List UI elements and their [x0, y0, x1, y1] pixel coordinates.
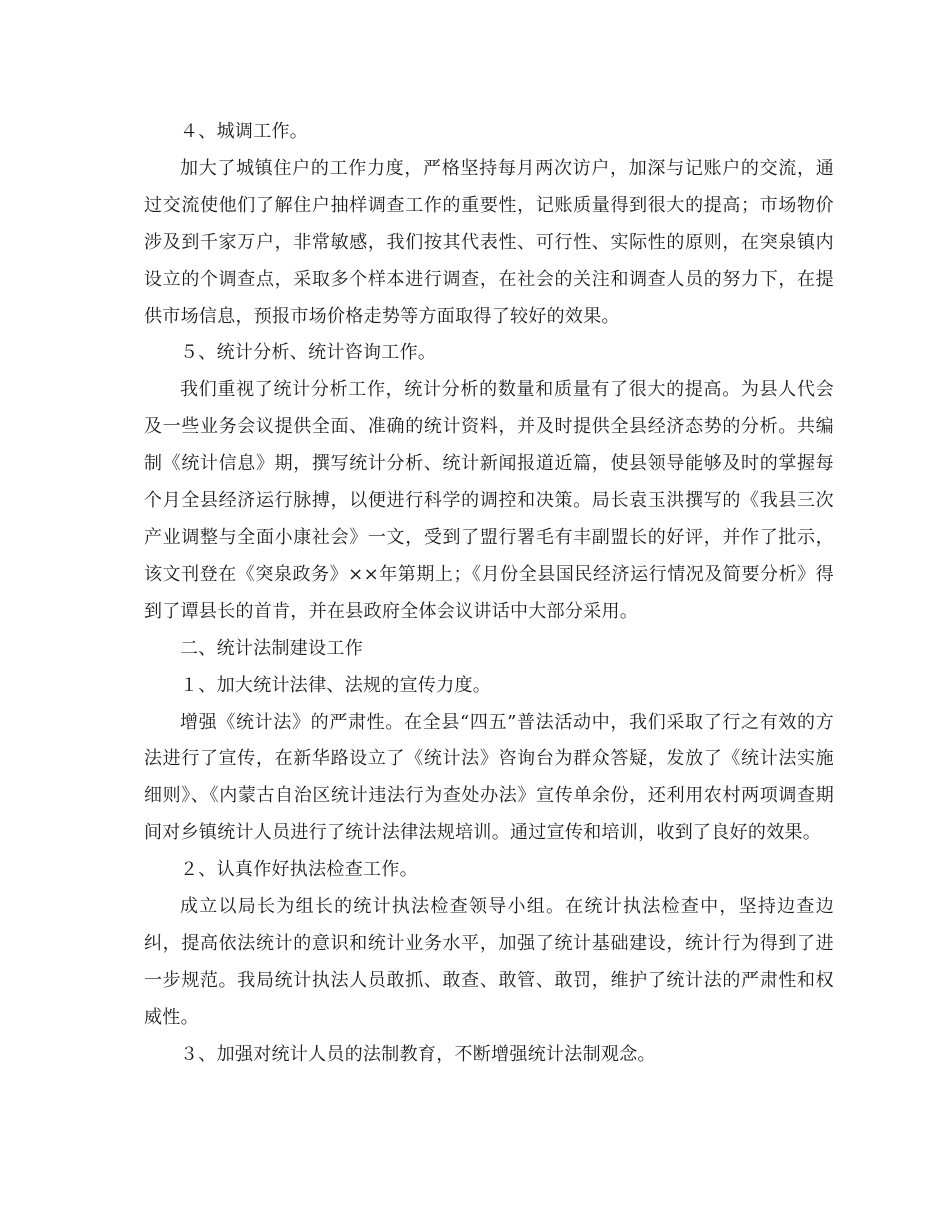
- section-heading-law-enforcement: ２、认真作好执法检查工作。: [180, 859, 418, 881]
- section-heading-urban-survey: ４、城调工作。: [180, 121, 309, 142]
- paragraph-law-enforcement: 成立以局长为组长的统计执法检查领导小组。在统计执法检查中，坚持边查边纠，提高依法统计的意识和统计业务水平，加强了统计基础建设，统计行为得到了进一步规范。我局统计执法人员敢抓、敢查、敢管、敢罚，维护了统计法的严肃性和权威性。: [144, 896, 834, 1028]
- section-heading-law-publicity: １、加大统计法律、法规的宣传力度。: [180, 674, 492, 696]
- document-body: [144, 114, 834, 1074]
- paragraph-statistical-analysis: 我们重视了统计分析工作，统计分析的数量和质量有了很大的提高。为县人代会及一些业务会议提供全面、准确的统计资料，并及时提供全县经济态势的分析。共编制《统计信息》期，撰写统计分析、统计新闻报道近篇，使县领导能够及时的掌握每个月全县经济运行脉搏，以便进行科学的调控和决策。局长袁玉洪撰写的《我县三次产业调整与全面小康社会》一文，受到了盟行署毛有丰副盟长的好评，并作了批示，该文刊登在《突泉政务》××年第期上；《月份全县国民经济运行情况及简要分析》得到了谭县长的首肯，并在县政府全体会议讲话中大部分采用。: [144, 379, 834, 622]
- section-heading-legal-education: ３、加强对统计人员的法制教育，不断增强统计法制观念。: [180, 1043, 656, 1065]
- paragraph-urban-survey: 加大了城镇住户的工作力度，严格坚持每月两次访户，加深与记账户的交流，通过交流使他们了解住户抽样调查工作的重要性，记账质量得到很大的提高；市场物价涉及到千家万户，非常敏感，我们按其代表性、可行性、实际性的原则，在突泉镇内设立的个调查点，采取多个样本进行调查，在社会的关注和调查人员的努力下，在提供市场信息，预报市场价格走势等方面取得了较好的效果。: [144, 157, 834, 327]
- section-heading-statistical-analysis: ５、统计分析、统计咨询工作。: [180, 342, 437, 364]
- chapter-heading-legal-construction: 二、统计法制建设工作: [180, 637, 363, 659]
- paragraph-law-publicity: 增强《统计法》的严肃性。在全县“四五”普法活动中，我们采取了行之有效的方法进行了宣传，在新华路设立了《统计法》咨询台为群众答疑，发放了《统计法实施细则》、《内蒙古自治区统计违法行为查处办法》宣传单余份，还利用农村两项调查期间对乡镇统计人员进行了统计法律法规培训。通过宣传和培训，收到了良好的效果。: [144, 711, 834, 844]
